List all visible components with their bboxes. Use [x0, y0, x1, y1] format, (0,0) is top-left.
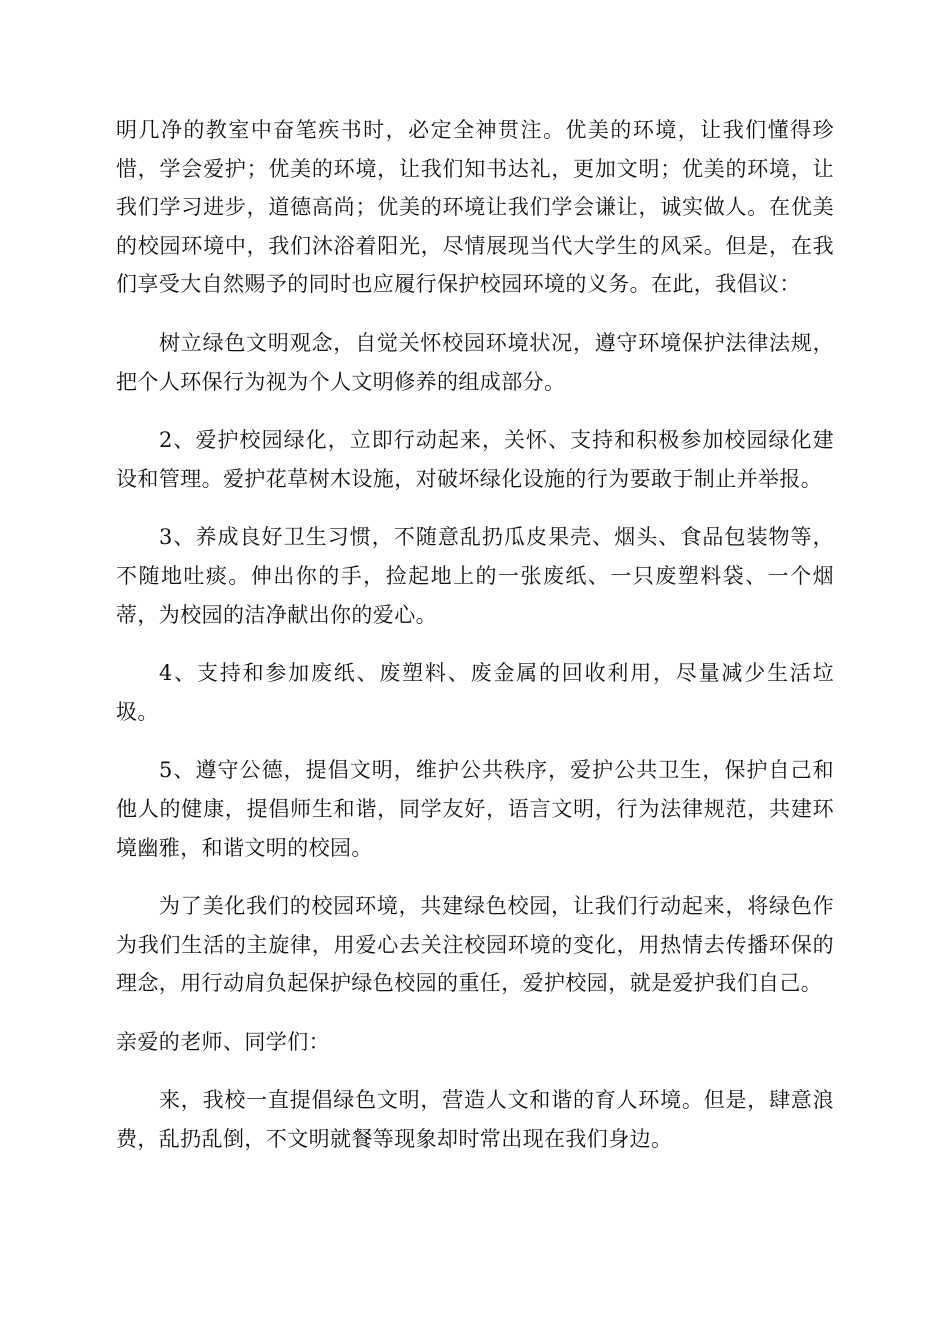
paragraph-1: 明几净的教室中奋笔疾书时，必定全神贯注。优美的环境，让我们懂得珍惜，学会爱护；优美的环境，让我们知书达礼，更加文明；优美的环境，让我们学习进步，道德高尚；优美的环境让我们学会谦让，诚实做人。在优美的校园环境中，我们沐浴着阳光，尽情展现当代大学生的风采。但是，在我们享受大自然赐予的同时也应履行保护校园环境的义务。在此，我倡议：	[116, 118, 834, 297]
paragraph-4: 3、养成良好卫生习惯，不随意乱扔瓜皮果壳、烟头、食品包装物等，不随地吐痰。伸出你的手，捡起地上的一张废纸、一只废塑料袋、一个烟蒂，为校园的洁净献出你的爱心。	[116, 525, 834, 627]
paragraph-6: 5、遵守公德，提倡文明，维护公共秩序，爱护公共卫生，保护自己和他人的健康，提倡师生和谐，同学友好，语言文明，行为法律规范，共建环境幽雅，和谐文明的校园。	[116, 758, 834, 860]
paragraph-7: 为了美化我们的校园环境，共建绿色校园，让我们行动起来，将绿色作为我们生活的主旋律，用爱心去关注校园环境的变化，用热情去传播环保的理念，用行动肩负起保护绿色校园的重任，爱护校园，就是爱护我们自己。	[116, 894, 834, 996]
salutation-paragraph: 亲爱的老师、同学们：	[116, 1029, 330, 1054]
document-page	[116, 111, 834, 1179]
paragraph-2: 树立绿色文明观念，自觉关怀校园环境状况，遵守环境保护法律法规，把个人环保行为视为个人文明修养的组成部分。	[116, 330, 834, 394]
paragraph-5: 4、支持和参加废纸、废塑料、废金属的回收利用，尽量减少生活垃圾。	[116, 661, 834, 724]
paragraph-3: 2、爱护校园绿化，立即行动起来，关怀、支持和积极参加校园绿化建设和管理。爱护花草树木设施，对破坏绿化设施的行为要敢于制止并举报。	[116, 428, 834, 491]
paragraph-9: 来，我校一直提倡绿色文明，营造人文和谐的育人环境。但是，肆意浪费，乱扔乱倒，不文明就餐等现象却时常出现在我们身边。	[116, 1088, 834, 1152]
